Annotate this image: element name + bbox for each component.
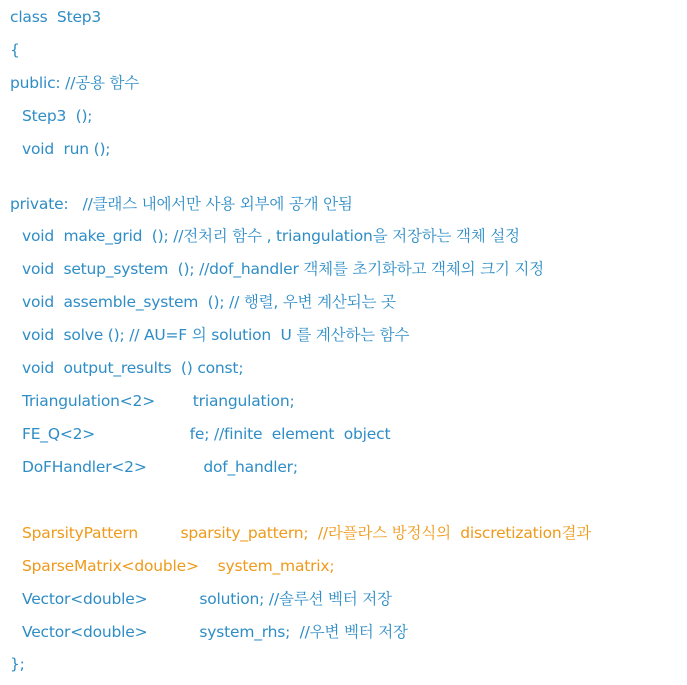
code-line-private-label: private: //클래스 내에서만 사용 외부에 공개 안됨 bbox=[10, 195, 353, 213]
code-line-assemble-system: void assemble_system (); // 행렬, 우변 계산되는 곳 bbox=[22, 293, 396, 311]
code-line-public-label: public: //공용 함수 bbox=[10, 74, 140, 92]
code-block bbox=[10, 0, 680, 673]
code-line-sparse-matrix: SparseMatrix<double> system_matrix; bbox=[22, 557, 335, 575]
code-line-open-brace: { bbox=[10, 41, 20, 59]
code-line-solution-vector: Vector<double> solution; //솔루션 벡터 저장 bbox=[22, 590, 392, 608]
code-line-dof-handler: DoFHandler<2> dof_handler; bbox=[22, 458, 298, 476]
code-line-class-declaration: class Step3 bbox=[10, 8, 102, 26]
code-line-triangulation: Triangulation<2> triangulation; bbox=[22, 392, 295, 410]
code-line-run: void run (); bbox=[22, 140, 111, 158]
code-line-make-grid: void make_grid (); //전처리 함수 , triangulation을 저장하는 객체 설정 bbox=[22, 227, 520, 245]
code-line-solve: void solve (); // AU=F 의 solution U 를 계산하는 함수 bbox=[22, 326, 410, 344]
code-line-fe: FE_Q<2> fe; //finite element object bbox=[22, 425, 391, 443]
code-line-output-results: void output_results () const; bbox=[22, 359, 244, 377]
code-line-rhs-vector: Vector<double> system_rhs; //우변 벡터 저장 bbox=[22, 623, 408, 641]
code-line-sparsity-pattern: SparsityPattern sparsity_pattern; //라플라스 방정식의 discretization결과 bbox=[22, 524, 592, 542]
code-line-setup-system: void setup_system (); //dof_handler 객체를 초기화하고 객체의 크기 지정 bbox=[22, 260, 544, 278]
code-line-constructor: Step3 (); bbox=[22, 107, 93, 125]
code-line-close-brace: }; bbox=[10, 655, 25, 673]
